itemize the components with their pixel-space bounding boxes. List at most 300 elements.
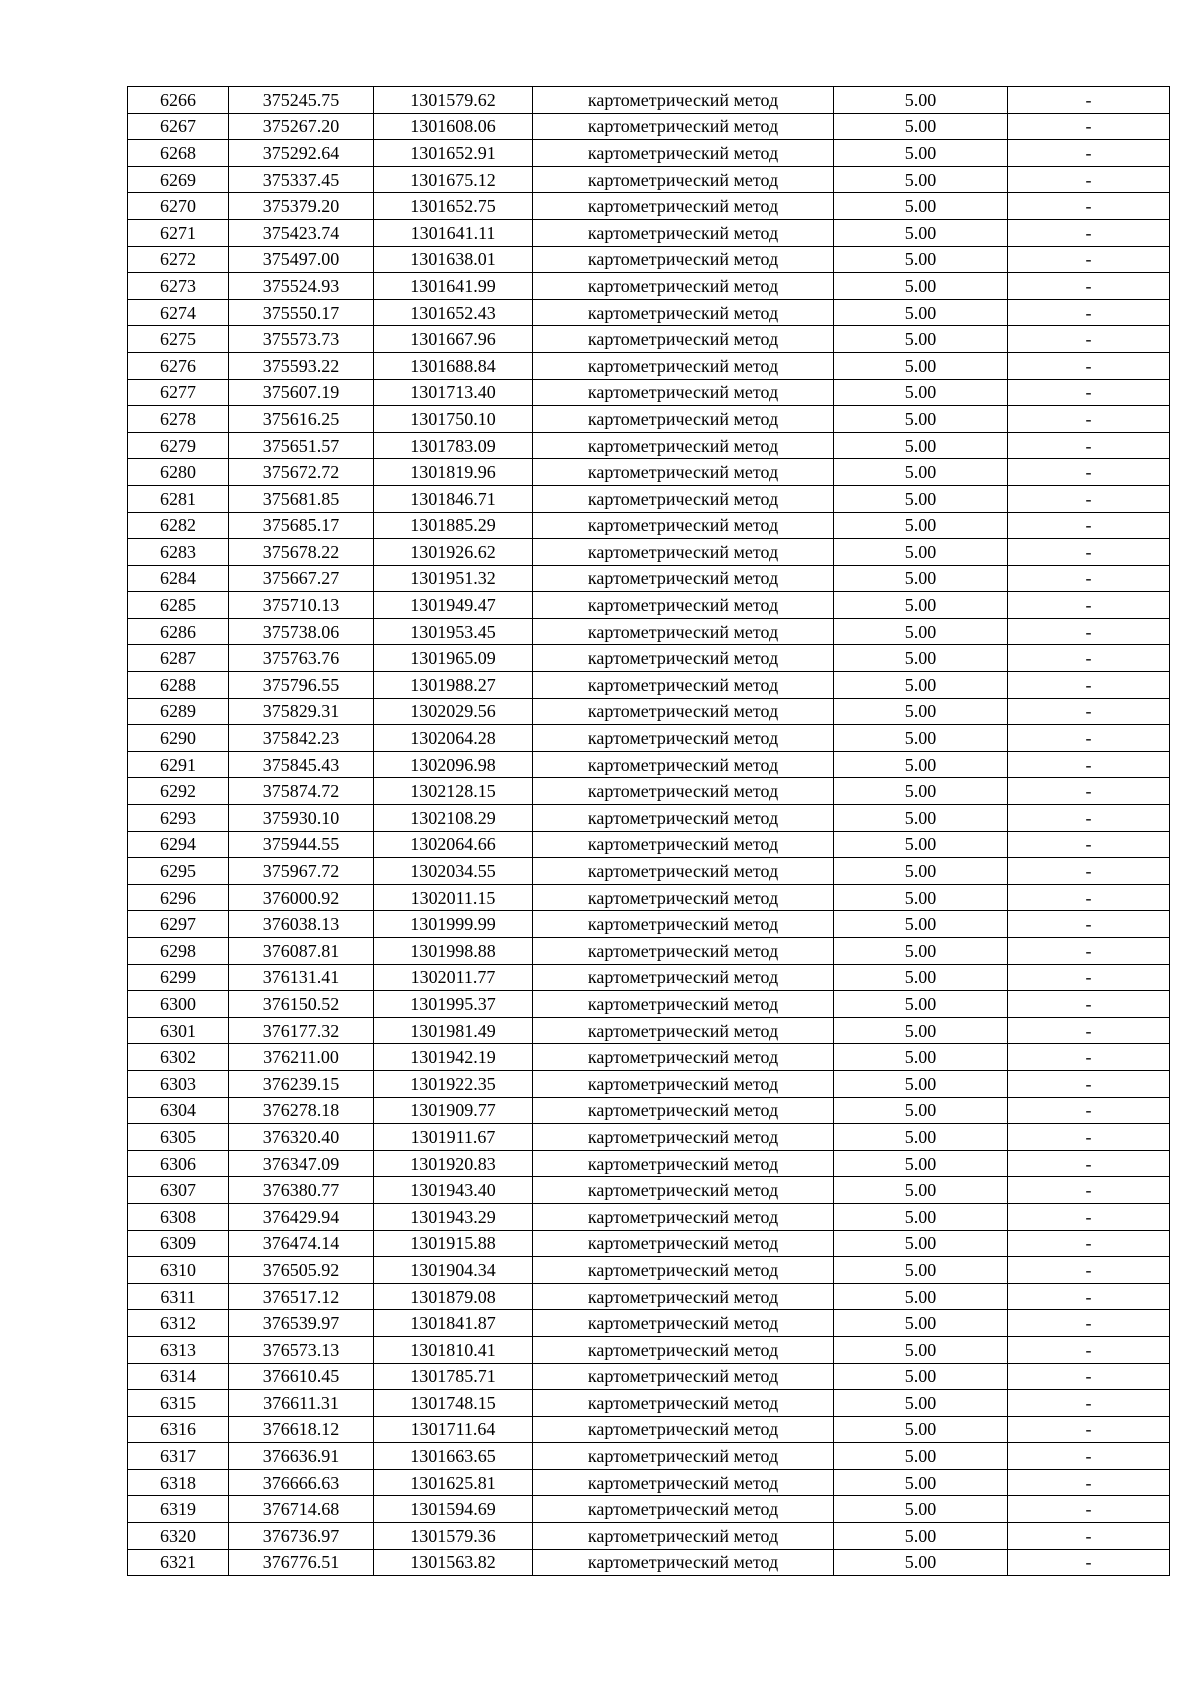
- y-coordinate-cell: 1301638.01: [374, 246, 533, 273]
- table-row: [128, 273, 1170, 300]
- table-row: [128, 1177, 1170, 1204]
- y-coordinate-cell: 1301942.19: [374, 1044, 533, 1071]
- table-row: [128, 406, 1170, 433]
- point-number-cell: 6316: [128, 1416, 229, 1443]
- point-number-cell: 6311: [128, 1283, 229, 1310]
- method-cell: картометрический метод: [533, 805, 834, 832]
- table-row: [128, 592, 1170, 619]
- y-coordinate-cell: 1302034.55: [374, 858, 533, 885]
- note-cell: -: [1008, 485, 1170, 512]
- method-cell: картометрический метод: [533, 246, 834, 273]
- accuracy-cell: 5.00: [834, 964, 1008, 991]
- point-number-cell: 6315: [128, 1390, 229, 1417]
- accuracy-cell: 5.00: [834, 858, 1008, 885]
- y-coordinate-cell: 1301641.11: [374, 219, 533, 246]
- note-cell: -: [1008, 1416, 1170, 1443]
- note-cell: -: [1008, 565, 1170, 592]
- table-row: [128, 964, 1170, 991]
- x-coordinate-cell: 376211.00: [229, 1044, 374, 1071]
- point-number-cell: 6321: [128, 1549, 229, 1576]
- note-cell: -: [1008, 326, 1170, 353]
- table-row: [128, 352, 1170, 379]
- method-cell: картометрический метод: [533, 1124, 834, 1151]
- x-coordinate-cell: 376736.97: [229, 1523, 374, 1550]
- x-coordinate-cell: 375738.06: [229, 618, 374, 645]
- note-cell: -: [1008, 1523, 1170, 1550]
- note-cell: -: [1008, 991, 1170, 1018]
- accuracy-cell: 5.00: [834, 1310, 1008, 1337]
- x-coordinate-cell: 375267.20: [229, 113, 374, 140]
- x-coordinate-cell: 376000.92: [229, 884, 374, 911]
- accuracy-cell: 5.00: [834, 379, 1008, 406]
- table-row: [128, 246, 1170, 273]
- table-row: [128, 991, 1170, 1018]
- accuracy-cell: 5.00: [834, 512, 1008, 539]
- table-row: [128, 87, 1170, 114]
- method-cell: картометрический метод: [533, 379, 834, 406]
- accuracy-cell: 5.00: [834, 831, 1008, 858]
- table-row: [128, 938, 1170, 965]
- point-number-cell: 6268: [128, 140, 229, 167]
- table-row: [128, 1523, 1170, 1550]
- note-cell: -: [1008, 459, 1170, 486]
- y-coordinate-cell: 1301951.32: [374, 565, 533, 592]
- accuracy-cell: 5.00: [834, 991, 1008, 1018]
- accuracy-cell: 5.00: [834, 672, 1008, 699]
- y-coordinate-cell: 1301579.36: [374, 1523, 533, 1550]
- method-cell: картометрический метод: [533, 858, 834, 885]
- note-cell: -: [1008, 1310, 1170, 1337]
- method-cell: картометрический метод: [533, 884, 834, 911]
- method-cell: картометрический метод: [533, 964, 834, 991]
- accuracy-cell: 5.00: [834, 193, 1008, 220]
- method-cell: картометрический метод: [533, 326, 834, 353]
- accuracy-cell: 5.00: [834, 565, 1008, 592]
- accuracy-cell: 5.00: [834, 539, 1008, 566]
- table-row: [128, 1336, 1170, 1363]
- table-row: [128, 565, 1170, 592]
- point-number-cell: 6296: [128, 884, 229, 911]
- accuracy-cell: 5.00: [834, 592, 1008, 619]
- x-coordinate-cell: 376776.51: [229, 1549, 374, 1576]
- point-number-cell: 6271: [128, 219, 229, 246]
- note-cell: -: [1008, 1469, 1170, 1496]
- y-coordinate-cell: 1301625.81: [374, 1469, 533, 1496]
- method-cell: картометрический метод: [533, 911, 834, 938]
- accuracy-cell: 5.00: [834, 1257, 1008, 1284]
- x-coordinate-cell: 375678.22: [229, 539, 374, 566]
- point-number-cell: 6275: [128, 326, 229, 353]
- table-row: [128, 1549, 1170, 1576]
- accuracy-cell: 5.00: [834, 1469, 1008, 1496]
- table-row: [128, 831, 1170, 858]
- y-coordinate-cell: 1301995.37: [374, 991, 533, 1018]
- y-coordinate-cell: 1301652.75: [374, 193, 533, 220]
- x-coordinate-cell: 375685.17: [229, 512, 374, 539]
- method-cell: картометрический метод: [533, 1283, 834, 1310]
- note-cell: -: [1008, 432, 1170, 459]
- method-cell: картометрический метод: [533, 299, 834, 326]
- accuracy-cell: 5.00: [834, 1124, 1008, 1151]
- y-coordinate-cell: 1302064.66: [374, 831, 533, 858]
- method-cell: картометрический метод: [533, 273, 834, 300]
- x-coordinate-cell: 376150.52: [229, 991, 374, 1018]
- method-cell: картометрический метод: [533, 193, 834, 220]
- note-cell: -: [1008, 1283, 1170, 1310]
- note-cell: -: [1008, 113, 1170, 140]
- x-coordinate-cell: 375607.19: [229, 379, 374, 406]
- note-cell: -: [1008, 778, 1170, 805]
- y-coordinate-cell: 1301965.09: [374, 645, 533, 672]
- table-row: [128, 1017, 1170, 1044]
- y-coordinate-cell: 1301953.45: [374, 618, 533, 645]
- table-row: [128, 1416, 1170, 1443]
- table-row: [128, 1443, 1170, 1470]
- table-row: [128, 512, 1170, 539]
- y-coordinate-cell: 1301926.62: [374, 539, 533, 566]
- table-row: [128, 911, 1170, 938]
- x-coordinate-cell: 375829.31: [229, 698, 374, 725]
- y-coordinate-cell: 1301998.88: [374, 938, 533, 965]
- x-coordinate-cell: 375292.64: [229, 140, 374, 167]
- y-coordinate-cell: 1301711.64: [374, 1416, 533, 1443]
- method-cell: картометрический метод: [533, 1523, 834, 1550]
- note-cell: -: [1008, 725, 1170, 752]
- note-cell: -: [1008, 938, 1170, 965]
- method-cell: картометрический метод: [533, 1443, 834, 1470]
- method-cell: картометрический метод: [533, 1257, 834, 1284]
- point-number-cell: 6284: [128, 565, 229, 592]
- table-row: [128, 1257, 1170, 1284]
- accuracy-cell: 5.00: [834, 1416, 1008, 1443]
- accuracy-cell: 5.00: [834, 1177, 1008, 1204]
- accuracy-cell: 5.00: [834, 884, 1008, 911]
- table-row: [128, 698, 1170, 725]
- point-number-cell: 6308: [128, 1203, 229, 1230]
- table-row: [128, 1150, 1170, 1177]
- table-row: [128, 858, 1170, 885]
- note-cell: -: [1008, 273, 1170, 300]
- note-cell: -: [1008, 1496, 1170, 1523]
- note-cell: -: [1008, 406, 1170, 433]
- method-cell: картометрический метод: [533, 432, 834, 459]
- accuracy-cell: 5.00: [834, 1443, 1008, 1470]
- point-number-cell: 6302: [128, 1044, 229, 1071]
- point-number-cell: 6288: [128, 672, 229, 699]
- x-coordinate-cell: 375616.25: [229, 406, 374, 433]
- y-coordinate-cell: 1301663.65: [374, 1443, 533, 1470]
- table-row: [128, 140, 1170, 167]
- table-row: [128, 1230, 1170, 1257]
- note-cell: -: [1008, 1230, 1170, 1257]
- note-cell: -: [1008, 1017, 1170, 1044]
- accuracy-cell: 5.00: [834, 352, 1008, 379]
- coordinates-table-body: [128, 87, 1170, 1576]
- point-number-cell: 6306: [128, 1150, 229, 1177]
- point-number-cell: 6303: [128, 1070, 229, 1097]
- x-coordinate-cell: 375524.93: [229, 273, 374, 300]
- y-coordinate-cell: 1301879.08: [374, 1283, 533, 1310]
- y-coordinate-cell: 1301713.40: [374, 379, 533, 406]
- point-number-cell: 6281: [128, 485, 229, 512]
- accuracy-cell: 5.00: [834, 273, 1008, 300]
- y-coordinate-cell: 1301667.96: [374, 326, 533, 353]
- y-coordinate-cell: 1301909.77: [374, 1097, 533, 1124]
- point-number-cell: 6269: [128, 166, 229, 193]
- note-cell: -: [1008, 858, 1170, 885]
- table-row: [128, 379, 1170, 406]
- method-cell: картометрический метод: [533, 1549, 834, 1576]
- y-coordinate-cell: 1301915.88: [374, 1230, 533, 1257]
- accuracy-cell: 5.00: [834, 911, 1008, 938]
- accuracy-cell: 5.00: [834, 1203, 1008, 1230]
- method-cell: картометрический метод: [533, 352, 834, 379]
- x-coordinate-cell: 375842.23: [229, 725, 374, 752]
- point-number-cell: 6314: [128, 1363, 229, 1390]
- point-number-cell: 6276: [128, 352, 229, 379]
- accuracy-cell: 5.00: [834, 1150, 1008, 1177]
- y-coordinate-cell: 1301904.34: [374, 1257, 533, 1284]
- x-coordinate-cell: 376239.15: [229, 1070, 374, 1097]
- x-coordinate-cell: 375245.75: [229, 87, 374, 114]
- note-cell: -: [1008, 1070, 1170, 1097]
- note-cell: -: [1008, 911, 1170, 938]
- method-cell: картометрический метод: [533, 991, 834, 1018]
- accuracy-cell: 5.00: [834, 432, 1008, 459]
- x-coordinate-cell: 376038.13: [229, 911, 374, 938]
- x-coordinate-cell: 375337.45: [229, 166, 374, 193]
- accuracy-cell: 5.00: [834, 1336, 1008, 1363]
- y-coordinate-cell: 1301810.41: [374, 1336, 533, 1363]
- x-coordinate-cell: 376087.81: [229, 938, 374, 965]
- point-number-cell: 6291: [128, 751, 229, 778]
- y-coordinate-cell: 1301920.83: [374, 1150, 533, 1177]
- accuracy-cell: 5.00: [834, 87, 1008, 114]
- method-cell: картометрический метод: [533, 1070, 834, 1097]
- accuracy-cell: 5.00: [834, 618, 1008, 645]
- x-coordinate-cell: 376474.14: [229, 1230, 374, 1257]
- point-number-cell: 6283: [128, 539, 229, 566]
- method-cell: картометрический метод: [533, 1017, 834, 1044]
- point-number-cell: 6299: [128, 964, 229, 991]
- point-number-cell: 6273: [128, 273, 229, 300]
- y-coordinate-cell: 1301748.15: [374, 1390, 533, 1417]
- point-number-cell: 6309: [128, 1230, 229, 1257]
- x-coordinate-cell: 375944.55: [229, 831, 374, 858]
- note-cell: -: [1008, 539, 1170, 566]
- x-coordinate-cell: 375672.72: [229, 459, 374, 486]
- note-cell: -: [1008, 751, 1170, 778]
- method-cell: картометрический метод: [533, 618, 834, 645]
- table-row: [128, 219, 1170, 246]
- accuracy-cell: 5.00: [834, 645, 1008, 672]
- point-number-cell: 6278: [128, 406, 229, 433]
- accuracy-cell: 5.00: [834, 406, 1008, 433]
- x-coordinate-cell: 376380.77: [229, 1177, 374, 1204]
- table-row: [128, 805, 1170, 832]
- point-number-cell: 6292: [128, 778, 229, 805]
- x-coordinate-cell: 375667.27: [229, 565, 374, 592]
- table-row: [128, 645, 1170, 672]
- accuracy-cell: 5.00: [834, 1363, 1008, 1390]
- method-cell: картометрический метод: [533, 459, 834, 486]
- point-number-cell: 6313: [128, 1336, 229, 1363]
- method-cell: картометрический метод: [533, 725, 834, 752]
- accuracy-cell: 5.00: [834, 1549, 1008, 1576]
- accuracy-cell: 5.00: [834, 246, 1008, 273]
- point-number-cell: 6270: [128, 193, 229, 220]
- y-coordinate-cell: 1301641.99: [374, 273, 533, 300]
- note-cell: -: [1008, 352, 1170, 379]
- table-row: [128, 884, 1170, 911]
- x-coordinate-cell: 375763.76: [229, 645, 374, 672]
- accuracy-cell: 5.00: [834, 1097, 1008, 1124]
- accuracy-cell: 5.00: [834, 938, 1008, 965]
- point-number-cell: 6312: [128, 1310, 229, 1337]
- note-cell: -: [1008, 166, 1170, 193]
- x-coordinate-cell: 376320.40: [229, 1124, 374, 1151]
- note-cell: -: [1008, 805, 1170, 832]
- method-cell: картометрический метод: [533, 751, 834, 778]
- x-coordinate-cell: 376611.31: [229, 1390, 374, 1417]
- method-cell: картометрический метод: [533, 1177, 834, 1204]
- note-cell: -: [1008, 1177, 1170, 1204]
- x-coordinate-cell: 375593.22: [229, 352, 374, 379]
- point-number-cell: 6274: [128, 299, 229, 326]
- point-number-cell: 6320: [128, 1523, 229, 1550]
- x-coordinate-cell: 375710.13: [229, 592, 374, 619]
- y-coordinate-cell: 1301911.67: [374, 1124, 533, 1151]
- table-row: [128, 113, 1170, 140]
- y-coordinate-cell: 1301652.91: [374, 140, 533, 167]
- x-coordinate-cell: 375874.72: [229, 778, 374, 805]
- note-cell: -: [1008, 1336, 1170, 1363]
- accuracy-cell: 5.00: [834, 1390, 1008, 1417]
- table-row: [128, 459, 1170, 486]
- x-coordinate-cell: 376505.92: [229, 1257, 374, 1284]
- method-cell: картометрический метод: [533, 1150, 834, 1177]
- point-number-cell: 6304: [128, 1097, 229, 1124]
- x-coordinate-cell: 375550.17: [229, 299, 374, 326]
- table-row: [128, 299, 1170, 326]
- method-cell: картометрический метод: [533, 539, 834, 566]
- method-cell: картометрический метод: [533, 1203, 834, 1230]
- y-coordinate-cell: 1301819.96: [374, 459, 533, 486]
- table-row: [128, 1203, 1170, 1230]
- point-number-cell: 6267: [128, 113, 229, 140]
- coordinates-table: [127, 86, 1170, 1576]
- note-cell: -: [1008, 672, 1170, 699]
- point-number-cell: 6298: [128, 938, 229, 965]
- accuracy-cell: 5.00: [834, 219, 1008, 246]
- method-cell: картометрический метод: [533, 1044, 834, 1071]
- x-coordinate-cell: 376429.94: [229, 1203, 374, 1230]
- point-number-cell: 6286: [128, 618, 229, 645]
- x-coordinate-cell: 375681.85: [229, 485, 374, 512]
- method-cell: картометрический метод: [533, 140, 834, 167]
- table-row: [128, 1097, 1170, 1124]
- accuracy-cell: 5.00: [834, 1044, 1008, 1071]
- note-cell: -: [1008, 140, 1170, 167]
- x-coordinate-cell: 376347.09: [229, 1150, 374, 1177]
- x-coordinate-cell: 376618.12: [229, 1416, 374, 1443]
- y-coordinate-cell: 1301563.82: [374, 1549, 533, 1576]
- note-cell: -: [1008, 87, 1170, 114]
- method-cell: картометрический метод: [533, 1336, 834, 1363]
- table-row: [128, 618, 1170, 645]
- note-cell: -: [1008, 645, 1170, 672]
- y-coordinate-cell: 1302108.29: [374, 805, 533, 832]
- note-cell: -: [1008, 1124, 1170, 1151]
- accuracy-cell: 5.00: [834, 299, 1008, 326]
- accuracy-cell: 5.00: [834, 1496, 1008, 1523]
- point-number-cell: 6319: [128, 1496, 229, 1523]
- y-coordinate-cell: 1301943.29: [374, 1203, 533, 1230]
- y-coordinate-cell: 1301675.12: [374, 166, 533, 193]
- point-number-cell: 6295: [128, 858, 229, 885]
- method-cell: картометрический метод: [533, 698, 834, 725]
- method-cell: картометрический метод: [533, 87, 834, 114]
- accuracy-cell: 5.00: [834, 1523, 1008, 1550]
- y-coordinate-cell: 1301594.69: [374, 1496, 533, 1523]
- point-number-cell: 6297: [128, 911, 229, 938]
- point-number-cell: 6277: [128, 379, 229, 406]
- table-row: [128, 166, 1170, 193]
- method-cell: картометрический метод: [533, 1363, 834, 1390]
- x-coordinate-cell: 376177.32: [229, 1017, 374, 1044]
- y-coordinate-cell: 1302128.15: [374, 778, 533, 805]
- method-cell: картометрический метод: [533, 1390, 834, 1417]
- table-row: [128, 1124, 1170, 1151]
- x-coordinate-cell: 375651.57: [229, 432, 374, 459]
- point-number-cell: 6279: [128, 432, 229, 459]
- point-number-cell: 6300: [128, 991, 229, 1018]
- table-row: [128, 1070, 1170, 1097]
- method-cell: картометрический метод: [533, 485, 834, 512]
- x-coordinate-cell: 375379.20: [229, 193, 374, 220]
- note-cell: -: [1008, 246, 1170, 273]
- method-cell: картометрический метод: [533, 831, 834, 858]
- y-coordinate-cell: 1301988.27: [374, 672, 533, 699]
- x-coordinate-cell: 375497.00: [229, 246, 374, 273]
- point-number-cell: 6293: [128, 805, 229, 832]
- note-cell: -: [1008, 299, 1170, 326]
- note-cell: -: [1008, 592, 1170, 619]
- table-row: [128, 326, 1170, 353]
- note-cell: -: [1008, 1097, 1170, 1124]
- method-cell: картометрический метод: [533, 512, 834, 539]
- method-cell: картометрический метод: [533, 1097, 834, 1124]
- method-cell: картометрический метод: [533, 565, 834, 592]
- x-coordinate-cell: 375967.72: [229, 858, 374, 885]
- accuracy-cell: 5.00: [834, 140, 1008, 167]
- method-cell: картометрический метод: [533, 672, 834, 699]
- y-coordinate-cell: 1302029.56: [374, 698, 533, 725]
- table-row: [128, 1283, 1170, 1310]
- y-coordinate-cell: 1301783.09: [374, 432, 533, 459]
- method-cell: картометрический метод: [533, 592, 834, 619]
- x-coordinate-cell: 376278.18: [229, 1097, 374, 1124]
- x-coordinate-cell: 375845.43: [229, 751, 374, 778]
- method-cell: картометрический метод: [533, 166, 834, 193]
- point-number-cell: 6318: [128, 1469, 229, 1496]
- y-coordinate-cell: 1301943.40: [374, 1177, 533, 1204]
- x-coordinate-cell: 375930.10: [229, 805, 374, 832]
- note-cell: -: [1008, 1549, 1170, 1576]
- accuracy-cell: 5.00: [834, 459, 1008, 486]
- method-cell: картометрический метод: [533, 406, 834, 433]
- method-cell: картометрический метод: [533, 1310, 834, 1337]
